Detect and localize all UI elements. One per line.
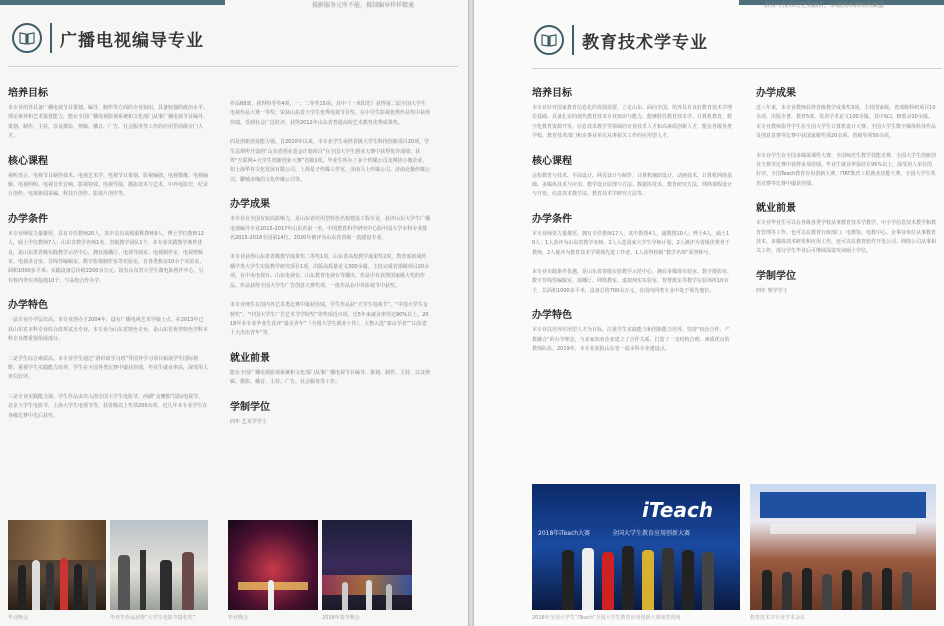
right-column-2 (756, 84, 936, 306)
right-top-note: 教育与技术的完美融合，卓越技术教师的摇篮 (764, 2, 885, 9)
caption-1: 毕业晚会 (8, 615, 29, 621)
caption-4: 2018年春节晚会 (322, 615, 360, 621)
section-text: 视听语言、电视节目制作技术、电视艺术学、电视节目策划、影视编剧、电视摄像、电视编辑、电视照明、电视音乐音响、影视特效、电视导演、摄影技术与艺术、中外电影史、纪录片创作、电视新闻采编、科技片创作、影视片创作等。 (8, 172, 209, 198)
section-text: 三是专业实践能力强。学生作品多次入围全国大学生电影节、西湖“金鹰独”国际电视节、北京大学生电影节、上海大学生电视节等，获省级以上奖项200余项。近几年本专业学生在各级比赛中先后获奖。 (8, 393, 208, 419)
section-heading: 就业前景 (756, 203, 796, 215)
book-icon (534, 25, 564, 55)
section-text: 本专业培养具备广播电视节目策划、编导、制作等方面的专业知识，具备较强的政治水平、理论素养和艺术鉴赏能力，能在全国广播电视影视系统和文化部门从事广播电视节目编导、策划、制作、主持，以及摄影、剪辑、播音、广告、社会服务等工作的应用型高级专门人才。 (8, 105, 209, 140)
photo-evening-gala (228, 520, 318, 610)
section-text: 本专业师生在国内外艺术类比赛中屡获佳绩，学生作品获“大学生电视节”、“中国大学生金犊奖”、“中国大学生广告艺术节学院奖”等奖项近百项。近5年来就业率均达90%以上。2018年本专业毕业生获评“最美青年”（全国大学生就业十佳），人物入选“泰山学者”“山东省十大杰出青年”等。 (230, 302, 429, 337)
section-text: 本专业毕业生可以在各级各类学校从事教育技术学教学、中小学信息技术教学和教育管理等工作，也可以在教育行政部门、电教馆、电教中心、企事业单位从事教育技术、多媒体技术研发和应用工作，还可以在教育软件开发公司、网络公司从事相关工作，部分学生毕业后可继续深造攻读硕士学位。 (756, 220, 937, 255)
section-heading: 办学特色 (532, 310, 572, 322)
photo-spring-gala (322, 520, 412, 610)
left-title-block (12, 23, 204, 53)
right-column-1 (532, 84, 732, 365)
section-text: 四年 艺术学学士 (230, 418, 267, 425)
section-text: 能在全国广播电视影视系统和文化部门从事广播电视节目编导、策划、制作、主持，以及剪辑、摄影、播音、主持、广告、社会服务等工作。 (230, 369, 431, 386)
caption-3: 毕业晚会 (228, 615, 249, 621)
photo-banner-text: 2018年iTeach大赛 (538, 530, 591, 537)
photo-academic-conference (750, 484, 936, 610)
section-text: 本专业以培养应用型人才为目标，注重学生实践能力和创新能力培养，坚持“校企合作、产教融合”的办学理念，与多家知名企业建立了合作关系，打造了一支结构合理、素质优良的教师队伍。2019年，本专业获批山东省一流本科专业建设点。 (532, 327, 730, 353)
section-heading: 办学特色 (8, 300, 48, 312)
page-title: 广播电视编导专业 (60, 30, 204, 51)
title-divider (50, 23, 52, 53)
photo-filming-scene (110, 520, 208, 610)
section-text: 四年 理学学士 (756, 287, 788, 294)
left-column-1 (8, 84, 208, 431)
section-heading: 核心课程 (532, 155, 572, 167)
section-text: 本专业针对国家教育信息化的发展需要，立足山东、面向全国，培养具有良好教育技术学理论基础、具备扎实的现代教育技术专业知识与能力，能够胜任教育技术学、计算机教育、数字化教育资源开发、信息技术教学等领域的专业技术人才和高素质创新人才，能在各级各类学校、教育技术部门和企事业单位从事相关工作的应用型人才。 (532, 105, 733, 140)
section-heading: 培养目标 (8, 88, 48, 99)
section-text: 本专业师资力量雄厚，具有专任教师20人，其中具有高级职称教师9人，博士学位教师12人，硕士学位教师7人；山东省教学名师1名，省级教学团队1个。本专业实践教学条件优良，是山东省省级实践教学示范中心，拥有演播厅、电视导演室、电视制作室、电视剪辑室、电视录音室、非线性编辑室、数字影视制作室等实验室，有各类机房10余个实验室，面积1000多平米；实践设备总价值2200余万元。设有山东省大学生微电影创作中心，另有校内外实训基地10个，与高校合作办学。 (8, 230, 205, 284)
photo-banner-text-2: 全国大学生教育应用创新大赛 (612, 530, 691, 537)
section-text: 本专业学生在全国多媒体课件大赛、全国师范生教学技能竞赛、全国大学生创新创业大赛等比赛中获得多项佳绩。毕业生就业率保持在95%以上，深受用人单位的好评。全国Teach教育应用创新大赛，ITAT教育工程就业技能大赛，全国大学生英语竞赛等比赛中屡获佳绩。 (756, 152, 937, 187)
title-rule (8, 66, 458, 67)
section-text: 作品68部，获得特等奖4项，一、二等奖15项。其中《一米阳光》获得第二届全国大学生电视作品大赛一等奖；荣获山东省大学生优秀电视节目奖、在中学生影视优秀作品奖中获得佳绩，受到社会广泛好评，获得2012年山东省普通高校艺术教育优秀成果奖。 (230, 101, 431, 126)
iteach-logo-text: iTeach (642, 498, 714, 522)
left-top-note: 摄影服务元所不能，摄制编导样样精通 (312, 2, 415, 9)
section-heading: 学制学位 (230, 401, 270, 413)
caption-2: 毕业生作品获得“大学生电影节提名奖” (110, 615, 196, 621)
right-title-block (534, 25, 708, 55)
book-icon (12, 23, 42, 53)
section-text: 二是学生综合素质高。本专业学生通过“洛杉矶学习班”等国外学习项目拓展学生国际视野。重视学生实践能力培养，学生在全国各类比赛中屡获佳绩，毕业生就业率高，深受用人单位好评。 (8, 355, 209, 381)
right-page (474, 0, 944, 626)
left-page (0, 0, 468, 626)
title-divider (572, 25, 574, 55)
section-text: 近三年来，本专业教师获得省级教学成果奖3项，主持国家级、省部级科研项目10余项，出版专著、教材5部，发表学术论文100余篇，其中SCI、EI收录20余篇。本专业教师指导学生在全国大学生计算机设计大赛、全国大学生数字媒体科技作品及创意竞赛等比赛中获国家级奖项20余项、省级奖项50余项。 (756, 105, 937, 140)
section-heading: 培养目标 (532, 88, 572, 99)
section-heading: 办学成果 (756, 88, 796, 99)
page-title: 教育技术学专业 (582, 32, 708, 53)
section-text: 远程教育与技术、平面设计、网页设计与制作、计算机辅助设计、动画技术、计算机网络基础、多媒体技术与应用、教学设计原理与方法、数据库技术、教育研究方法、网络课程设计与开发、信息技术教学法、教育技术学研究方法等。 (532, 172, 733, 198)
section-heading: 就业前景 (230, 352, 270, 364)
section-text: 本专业师资力量雄厚，拥有专任教师17人，其中教授4人，副教授10人；博士4人，硕士10人；1人获评为山东省教学名师。2人入选国家大学生导师计划，2人被评为省级优秀骨干教师，2人被评为教育技术学领域先进工作者，1人获得校级“教学名师”荣誉称号。 (532, 230, 730, 256)
section-text: 本专业在全国有较高影响力，是山东省应用型特色名校建设工程专业，获评山东大学生广播电视编导专业2015-2017年山东省第一名，中国教育科学研究中心版中国大学本科专业排名2015-2016全国第14位，2020年被评为山东省省级一流建设专业。 (230, 216, 431, 242)
section-text: 本专业获得山东省省级教学成果奖二等奖1项，山东省高校教学成果奖2项，教育部新闻传播学类大学生实验教学研究项目1项，出版高质量论文300余篇，主持完成省部级项目20余项，在中央电视台、山东电视台、山东教育电视台等播出，作品中有获得国家级大奖的作品，作品获得全国大学生广告创意大赛奖项，一批作品在中外影视节中获奖。 (230, 254, 430, 289)
section-heading: 办学条件 (8, 213, 48, 225)
caption-iteach: 2018年全国大学生“iTeach”全国大学生教育应用创新大赛颁奖现场 (532, 615, 681, 621)
section-heading: 学制学位 (756, 270, 796, 282)
section-heading: 办学条件 (532, 213, 572, 225)
section-text: 本专业实践条件优越，是山东省省级实验教学示范中心，拥有多媒体实验室、数字摄影室、数字非线性编辑室、演播厅、网络教室、虚拟现实实验室、智慧教室等教学实验场所10余个，总面积1000多平米，设备总值700余万元，在国内同类专业中处于领先地位。 (532, 269, 733, 294)
section-text: 四是创新创业能力强。自2010年以来，本专业学生承担省级大学生科技创新项目20项。学生法规所开设的“山东省创业基金计划项目”在全国大学生创业大赛中获得优异成绩；获得“互联网+大学生创新创业大赛”省级1项。毕业生所办了多个传媒公司及网络小微企业，如上海华谷文化发展有限公司、上海星子传媒工作室、济南马上传媒公司、济南北极传媒公司、聊城市缘的文化传媒公司等。 (230, 139, 431, 183)
caption-conference: 教育技术学专业学术会议 (750, 615, 806, 621)
photo-graduation-party (8, 520, 106, 610)
photo-iteach-award (532, 484, 740, 610)
left-column-2 (230, 100, 430, 437)
left-top-bar (0, 0, 225, 5)
section-text: 一品专业办学层次高。本专业创办于2004年，设有广播电视艺术学硕士点。在2013年已获山东省本科专业综合改革试点专业。本专业为山东省特色专业，是山东省优势特色学科本科专业群重要组成部分。 (8, 317, 209, 343)
title-rule (532, 68, 942, 69)
section-heading: 核心课程 (8, 155, 48, 167)
section-heading: 办学成果 (230, 199, 270, 211)
